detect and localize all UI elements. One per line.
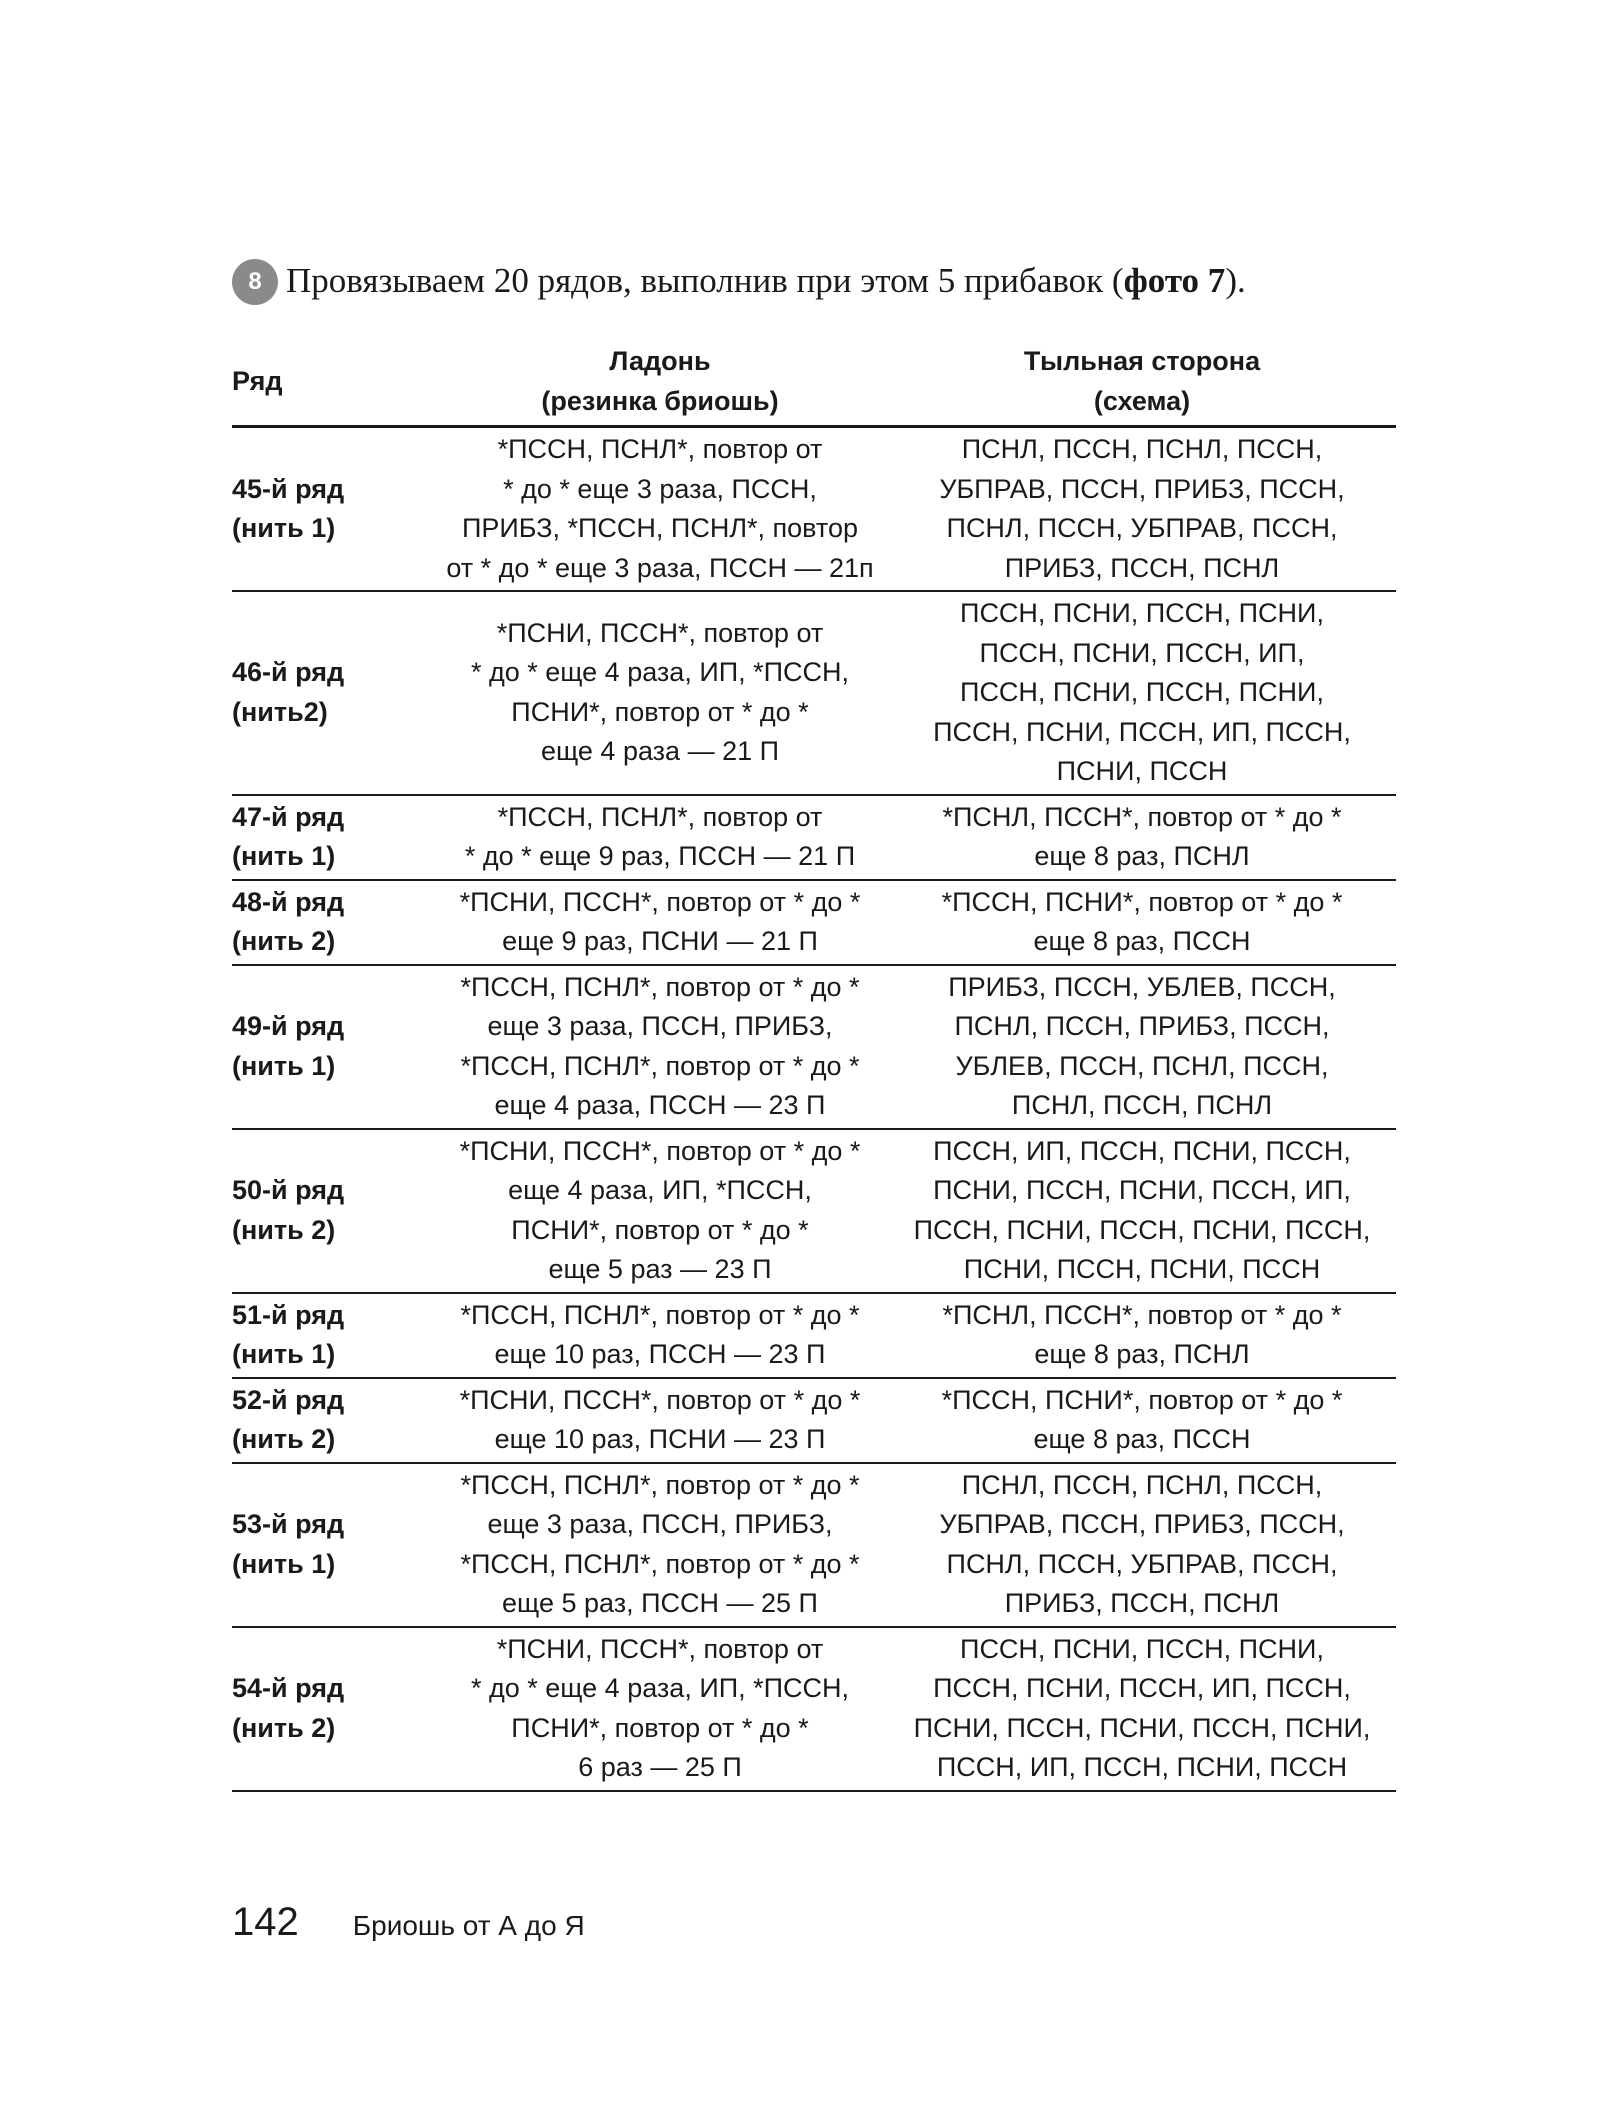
row-label-line: (нить 2) (232, 1424, 336, 1454)
back-instruction-line: ПССН, ПСНИ, ПССН, ПСНИ, (960, 677, 1324, 707)
back-instruction-line: ПССН, ПСНИ, ПССН, ИП, (979, 637, 1305, 668)
header-row-column (232, 362, 432, 402)
row-label-cell (232, 653, 432, 732)
row-label-line: 49-й ряд (232, 1011, 345, 1041)
row-label-cell (232, 1296, 432, 1375)
palm-instruction-cell (432, 1296, 888, 1375)
header-palm-subtitle: (резинка бриошь) (541, 385, 779, 416)
row-label-line: (нить 2) (232, 1214, 336, 1245)
table-row (232, 966, 1396, 1130)
palm-instruction-cell (432, 968, 888, 1126)
back-instruction-line: ПСНЛ, ПССН, УБПРАВ, ПССН, (946, 1548, 1338, 1579)
palm-instruction-line: ПСНИ*, повтор от * до * (511, 1712, 809, 1743)
back-instruction-cell (888, 1630, 1396, 1788)
back-instruction-cell (888, 798, 1396, 877)
row-label-cell (232, 1381, 432, 1460)
row-label-line: (нить 1) (232, 1050, 336, 1081)
table-header-row (232, 342, 1396, 428)
row-label-line: (нить 1) (232, 841, 336, 871)
palm-instruction-line: *ПССН, ПСНЛ*, повтор от (497, 801, 823, 832)
palm-instruction-cell (432, 1630, 888, 1788)
palm-instruction-cell (432, 1466, 888, 1624)
row-label-cell (232, 1007, 432, 1086)
back-instruction-line: еще 8 раз, ПСНЛ (1034, 1339, 1250, 1369)
row-label-line: (нить 1) (232, 1548, 336, 1579)
row-label-line: 47-й ряд (232, 801, 345, 832)
knitting-pattern-table (232, 342, 1396, 1792)
back-instruction-line: *ПССН, ПСНИ*, повтор от * до * (941, 1384, 1343, 1415)
instruction-text-end: ). (1225, 261, 1246, 300)
back-instruction-line: ПСНЛ, ПССН, ПСНЛ, ПССН, (961, 1469, 1323, 1500)
row-label-line: 46-й ряд (232, 657, 345, 688)
row-label-line: 50-й ряд (232, 1175, 345, 1205)
palm-instruction-line: * до * еще 4 раза, ИП, *ПССН, (470, 657, 850, 688)
palm-instruction-line: * до * еще 4 раза, ИП, *ПССН, (470, 1673, 850, 1703)
palm-instruction-line: еще 10 раз, ПСНИ — 23 П (494, 1424, 826, 1454)
step-instruction (232, 256, 1432, 306)
header-palm-title: Ладонь (609, 346, 711, 376)
palm-instruction-cell (432, 798, 888, 877)
header-back-column (888, 342, 1396, 421)
palm-instruction-line: *ПСНИ, ПССН*, повтор от (496, 1633, 824, 1664)
palm-instruction-line: еще 5 раз, ПССН — 25 П (502, 1588, 818, 1618)
photo-reference: фото 7 (1123, 261, 1226, 300)
back-instruction-cell (888, 1296, 1396, 1375)
palm-instruction-line: ПРИБЗ, *ПССН, ПСНЛ*, повтор (461, 513, 859, 543)
row-label-line: 52-й ряд (232, 1384, 345, 1415)
row-label-line: (нить 2) (232, 1712, 336, 1743)
back-instruction-line: еще 8 раз, ПСНЛ (1034, 841, 1250, 871)
row-label-line: 45-й ряд (232, 473, 345, 504)
back-instruction-cell (888, 430, 1396, 588)
table-row (232, 428, 1396, 592)
header-row-label: Ряд (232, 365, 283, 396)
palm-instruction-line: еще 9 раз, ПСНИ — 21 П (502, 926, 818, 956)
row-label-line: (нить 2) (232, 926, 336, 956)
page-footer (232, 1900, 1132, 1945)
palm-instruction-line: *ПССН, ПСНЛ*, повтор от * до * (460, 1548, 860, 1579)
back-instruction-line: ПССН, ПСНИ, ПССН, ПСНИ, (960, 1633, 1324, 1664)
palm-instruction-line: *ПСНИ, ПССН*, повтор от * до * (459, 886, 861, 917)
back-instruction-line: ПСНЛ, ПССН, ПРИБЗ, ПССН, (954, 1011, 1330, 1041)
palm-instruction-line: еще 4 раза — 21 П (540, 736, 780, 767)
palm-instruction-line: *ПСНИ, ПССН*, повтор от * до * (459, 1135, 861, 1166)
back-instruction-line: ПССН, ПСНИ, ПССН, ПСНИ, ПССН, (913, 1214, 1371, 1245)
header-back-title: Тыльная сторона (1023, 346, 1261, 376)
palm-instruction-line: еще 3 раза, ПССН, ПРИБЗ, (487, 1509, 833, 1539)
back-instruction-cell (888, 1132, 1396, 1290)
step-number-badge: 8 (232, 259, 278, 305)
table-row (232, 1464, 1396, 1628)
back-instruction-cell (888, 968, 1396, 1126)
back-instruction-line: ПССН, ИП, ПССН, ПСНИ, ПССН, (933, 1135, 1351, 1166)
table-row (232, 1379, 1396, 1464)
palm-instruction-line: ПСНИ*, повтор от * до * (511, 1214, 809, 1245)
back-instruction-line: ПРИБЗ, ПССН, УБЛЕВ, ПССН, (948, 971, 1336, 1002)
palm-instruction-line: *ПСНИ, ПССН*, повтор от * до * (459, 1384, 861, 1415)
palm-instruction-line: ПСНИ*, повтор от * до * (511, 696, 809, 727)
back-instruction-line: ПСНИ, ПССН, ПСНИ, ПССН, ПСНИ, (913, 1712, 1371, 1743)
back-instruction-line: УБПРАВ, ПССН, ПРИБЗ, ПССН, (939, 473, 1345, 504)
back-instruction-line: УБПРАВ, ПССН, ПРИБЗ, ПССН, (939, 1509, 1345, 1539)
table-row (232, 796, 1396, 881)
back-instruction-line: ПСНЛ, ПССН, УБПРАВ, ПССН, (946, 513, 1338, 543)
palm-instruction-line: * до * еще 9 раз, ПССН — 21 П (464, 841, 856, 871)
palm-instruction-line: *ПССН, ПСНЛ*, повтор от * до * (460, 1050, 860, 1081)
row-label-cell (232, 798, 432, 877)
header-back-subtitle: (схема) (1093, 385, 1191, 416)
table-row (232, 592, 1396, 796)
back-instruction-line: ПССН, ПСНИ, ПССН, ИП, ПССН, (933, 716, 1351, 747)
palm-instruction-line: *ПСНИ, ПССН*, повтор от (496, 617, 824, 648)
back-instruction-line: еще 8 раз, ПССН (1033, 926, 1251, 956)
row-label-line: 48-й ряд (232, 886, 345, 917)
palm-instruction-line: еще 5 раз — 23 П (548, 1254, 772, 1284)
palm-instruction-line: *ПССН, ПСНЛ*, повтор от * до * (460, 971, 860, 1002)
back-instruction-line: ПСНЛ, ПССН, ПСНЛ, ПССН, (961, 434, 1323, 464)
book-title: Бриошь от А до Я (352, 1910, 585, 1941)
palm-instruction-cell (432, 1132, 888, 1290)
table-row (232, 881, 1396, 966)
row-label-cell (232, 883, 432, 962)
row-label-line: (нить2) (232, 696, 328, 727)
back-instruction-line: *ПСНЛ, ПССН*, повтор от * до * (942, 801, 1342, 832)
page-number: 142 (232, 1900, 299, 1944)
row-label-line: (нить 1) (232, 513, 336, 543)
palm-instruction-line: еще 10 раз, ПССН — 23 П (494, 1339, 826, 1369)
palm-instruction-line: *ПССН, ПСНЛ*, повтор от * до * (460, 1469, 860, 1500)
palm-instruction-line: еще 4 раза, ПССН — 23 П (494, 1090, 826, 1120)
palm-instruction-line: * до * еще 3 раза, ПССН, (503, 473, 817, 504)
table-row (232, 1628, 1396, 1792)
back-instruction-line: ПСНИ, ПССН (1056, 756, 1228, 786)
back-instruction-line: *ПССН, ПСНИ*, повтор от * до * (941, 886, 1343, 917)
row-label-line: 54-й ряд (232, 1673, 345, 1703)
palm-instruction-cell (432, 614, 888, 772)
palm-instruction-line: *ПССН, ПСНЛ*, повтор от (497, 434, 823, 464)
palm-instruction-line: еще 4 раза, ИП, *ПССН, (508, 1175, 812, 1205)
back-instruction-line: *ПСНЛ, ПССН*, повтор от * до * (942, 1299, 1342, 1330)
back-instruction-cell (888, 1381, 1396, 1460)
header-palm-column (432, 342, 888, 421)
back-instruction-cell (888, 883, 1396, 962)
row-label-cell (232, 1669, 432, 1748)
row-label-cell (232, 1505, 432, 1584)
palm-instruction-cell (432, 1381, 888, 1460)
palm-instruction-cell (432, 883, 888, 962)
row-label-line: 53-й ряд (232, 1509, 345, 1539)
row-label-line: (нить 1) (232, 1339, 336, 1369)
table-row (232, 1294, 1396, 1379)
row-label-cell (232, 1171, 432, 1250)
back-instruction-line: ПССН, ПСНИ, ПССН, ПСНИ, (960, 598, 1324, 628)
back-instruction-line: ПРИБЗ, ПССН, ПСНЛ (1004, 552, 1280, 583)
back-instruction-cell (888, 594, 1396, 792)
table-row (232, 1130, 1396, 1294)
palm-instruction-line: от * до * еще 3 раза, ПССН — 21п (446, 552, 874, 583)
back-instruction-line: ПРИБЗ, ПССН, ПСНЛ (1004, 1588, 1280, 1618)
back-instruction-line: ПССН, ПСНИ, ПССН, ИП, ПССН, (933, 1673, 1351, 1703)
back-instruction-line: ПСНИ, ПССН, ПСНИ, ПССН, ИП, (933, 1175, 1351, 1205)
row-label-line: 51-й ряд (232, 1299, 345, 1330)
palm-instruction-line: 6 раз — 25 П (578, 1752, 742, 1782)
palm-instruction-line: еще 3 раза, ПССН, ПРИБЗ, (487, 1011, 833, 1041)
back-instruction-line: УБЛЕВ, ПССН, ПСНЛ, ПССН, (955, 1050, 1329, 1081)
row-label-cell (232, 470, 432, 549)
palm-instruction-cell (432, 430, 888, 588)
back-instruction-line: ПСНИ, ПССН, ПСНИ, ПССН (963, 1254, 1321, 1284)
back-instruction-cell (888, 1466, 1396, 1624)
instruction-text: Провязываем 20 рядов, выполнив при этом 5 прибавок ( (286, 261, 1124, 300)
back-instruction-line: еще 8 раз, ПССН (1033, 1424, 1251, 1454)
palm-instruction-line: *ПССН, ПСНЛ*, повтор от * до * (460, 1299, 860, 1330)
table-body (232, 428, 1396, 1792)
back-instruction-line: ПССН, ИП, ПССН, ПСНИ, ПССН (936, 1752, 1348, 1782)
back-instruction-line: ПСНЛ, ПССН, ПСНЛ (1011, 1090, 1273, 1120)
